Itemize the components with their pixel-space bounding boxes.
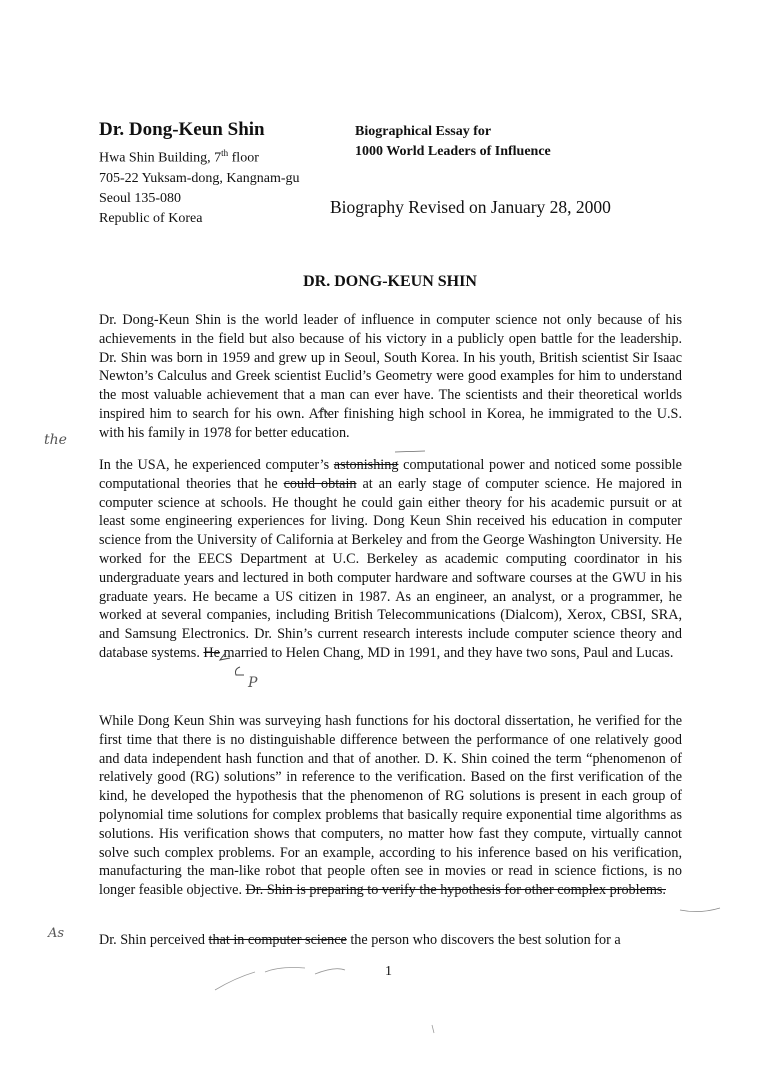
struck-sentence-preparing: Dr. Shin is preparing to verify the hypothesis for other complex problems. — [245, 882, 666, 899]
caret-mark-scientists — [318, 409, 328, 415]
struck-word-astonishing: astonishing — [333, 457, 399, 473]
paragraph-2-text-c: at an early stage of computer science. He majored in computer science at schools. He thought he could gain either theory for his academic pursuit or at least some engineering experiences for living. Dong Keun Shin received his education in computer science from the University of California at Berkeley and from the George Washington University. He worked for the EECS Department at U.C. Berkeley as academic computing coordinator in his undergraduate years and lectured in both computer hardware and software courses at the GWU in his graduate years. He became a US citizen in 1987. As an engineer, an analyst, or a programmer, he worked at several companies, including British Telecommunications (Dialcom), Xerox, CBSI, SRA, and Samsung Electronics. Dr. Shin’s current research interests include computer science theory and database systems. — [99, 475, 682, 661]
paragraph-4-text-b: the person who discovers the best solution for a — [346, 932, 621, 948]
page-number: 1 — [385, 964, 392, 979]
caret-mark-systems — [236, 667, 245, 675]
paragraph-2-text-b: computational power and noticed some possible computational theories that he — [99, 457, 682, 492]
document-title: DR. DONG-KEUN SHIN — [303, 273, 477, 290]
paragraph-4-text-a: Dr. Shin perceived — [99, 932, 209, 948]
essay-heading-line1: Biographical Essay for — [355, 124, 492, 139]
address-line-country: Republic of Korea — [99, 210, 203, 226]
address-line-street: 705-22 Yuksam-dong, Kangnam-gu — [99, 170, 300, 186]
paragraph-2-text-a: In the USA, he experienced computer’s — [99, 457, 334, 473]
paragraph-3-text: While Dong Keun Shin was surveying hash functions for his doctoral dissertation, he verified for the first time that there is no distinguishable difference between the performance of one relatively good and data independent hash function and that of another. D. K. Shin coined the term “phenomenon of relatively good (RG) solutions” in reference to the verification. Based on the first verification of the kind, he developed the hypothesis that the phenomenon of RG solutions is present in each group of polynomial time solutions for complex problems that basically require exponential time algorithms as solutions. His verification shows that computers, no matter how fast they compute, virtually cannot solve such complex problems. For an example, according to his inference based on his verification, manufacturing the man-like robot that people often see in movies or read in science fictions, is no longer feasible objective. — [99, 713, 682, 899]
revision-date: Biography Revised on January 28, 2000 — [330, 197, 611, 217]
margin-note-the: the — [44, 432, 67, 448]
stray-mark-bottom — [432, 1025, 434, 1033]
insert-paragraph-mark: P — [248, 675, 258, 691]
address-floor-ordinal: th — [221, 148, 229, 158]
margin-note-as: As — [48, 926, 65, 941]
struck-word-he: He — [203, 644, 220, 661]
author-name: Dr. Dong-Keun Shin — [99, 119, 265, 140]
struck-phrase-could-obtain: could obtain — [283, 475, 357, 492]
stray-mark-right — [680, 908, 720, 912]
caret-mark-electronics — [220, 652, 230, 660]
paragraph-1: Dr. Dong-Keun Shin is the world leader of influence in computer science not only because of his achievements in the field but also because of his victory in a publicly open battle for the leadership. Dr. Shin was born in 1959 and grew up in Seoul, South Korea. In his youth, British scientist Sir Isaac Newton’s Calculus and Greek scientist Euclid’s Geometry were good examples for him to understand the most valuable achievement that a man can ever have. The scientists and their theoretical worlds inspired him to search for his own. After finishing high school in Korea, he immigrated to the U.S. with his family in 1978 for better education. — [99, 312, 682, 441]
address-building-text: Hwa Shin Building, 7 — [99, 150, 222, 166]
paragraph-2-text-d: married to Helen Chang, MD in 1991, and they have two sons, Paul and Lucas. — [219, 644, 674, 661]
faint-scribble-bottom — [215, 968, 345, 991]
address-line-city: Seoul 135-080 — [99, 190, 182, 206]
stray-mark-top — [395, 451, 425, 452]
essay-heading-line2: 1000 World Leaders of Influence — [355, 144, 551, 159]
address-floor-text: floor — [228, 150, 259, 166]
struck-phrase-in-computer-science: that in computer science — [208, 932, 347, 948]
